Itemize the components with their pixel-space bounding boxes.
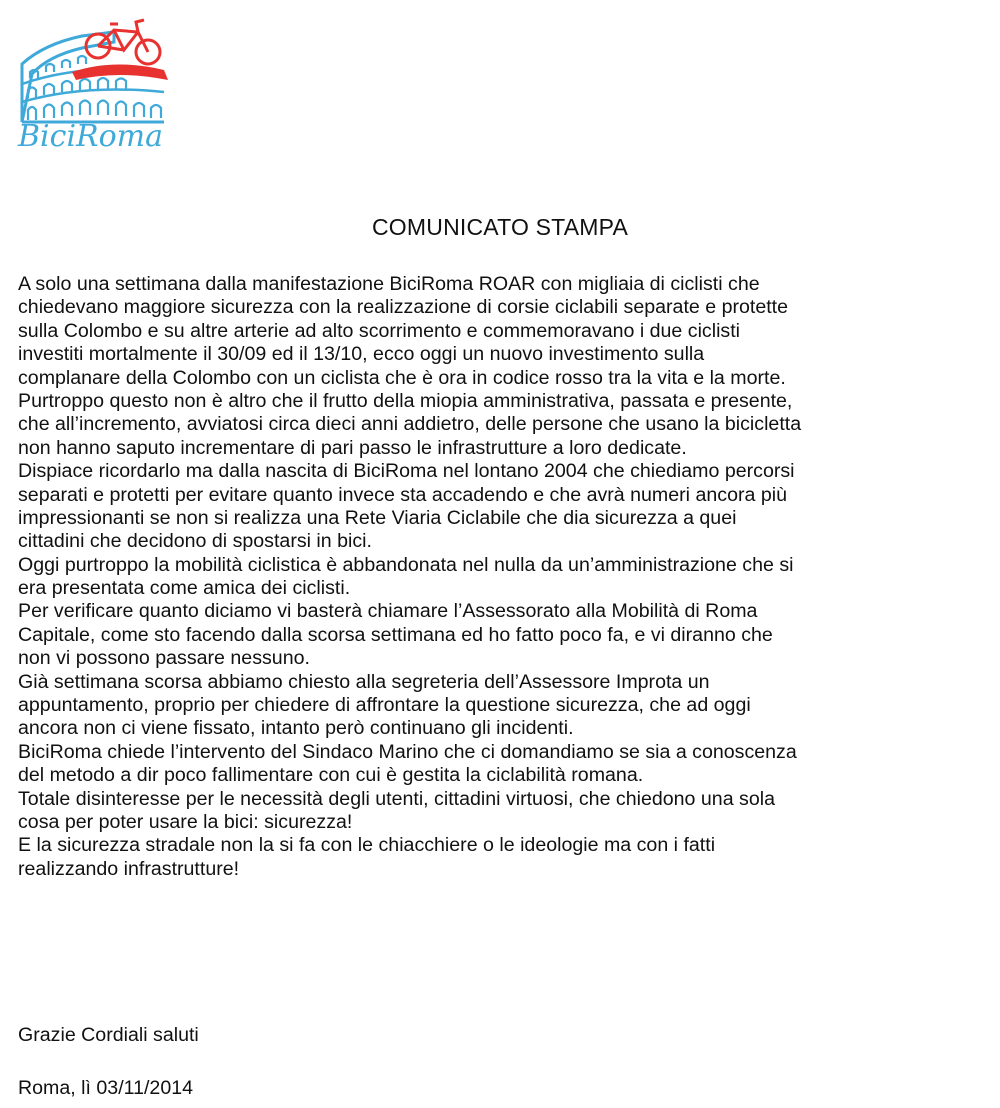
body-line: A solo una settimana dalla manifestazione BiciRoma ROAR con migliaia di ciclisti che xyxy=(18,273,760,295)
body-line: era presentata come amica dei ciclisti. xyxy=(18,577,351,600)
closing-salutation: Grazie Cordiali saluti xyxy=(18,1024,199,1046)
body-line: sulla Colombo e su altre arterie ad alto scorrimento e commemoravano i due ciclisti xyxy=(18,319,741,342)
body-line: E la sicurezza stradale non la si fa con le chiacchiere o le ideologie ma con i fatti xyxy=(18,834,716,857)
body-line: Totale disinteresse per le necessità degli utenti, cittadini virtuosi, che chiedono una sola xyxy=(18,787,775,810)
page-title: COMUNICATO STAMPA xyxy=(372,214,628,240)
colosseum-bike-icon xyxy=(14,14,184,156)
body-line: realizzando infrastrutture! xyxy=(18,857,240,880)
body-line: non vi possono passare nessuno. xyxy=(18,647,310,670)
place-and-date: Roma, lì 03/11/2014 xyxy=(18,1077,194,1099)
body-line: impressionanti se non si realizza una Rete Viaria Ciclabile che dia sicurezza a quei xyxy=(18,506,737,529)
body-line: Già settimana scorsa abbiamo chiesto alla segreteria dell’Assessore Improta un xyxy=(18,670,710,693)
body-line: BiciRoma chiede l’intervento del Sindaco Marino che ci domandiamo se sia a conoscenza xyxy=(18,740,797,763)
body-line: cittadini che decidono di spostarsi in bici. xyxy=(18,530,372,553)
body-line: chiedevano maggiore sicurezza con la realizzazione di corsie ciclabili separate e protette xyxy=(18,296,789,319)
body-line: non hanno saputo incrementare di pari passo le infrastrutture a loro dedicate. xyxy=(18,436,687,459)
body-line: separati e protetti per evitare quanto invece sta accadendo e che avrà numeri ancora più xyxy=(18,483,787,506)
body-line: ancora non ci viene fissato, intanto però continuano gli incidenti. xyxy=(18,717,574,740)
body-line: che all’incremento, avviatosi circa dieci anni addietro, delle persone che usano la bicicletta xyxy=(18,413,802,436)
body-line: Purtroppo questo non è altro che il frutto della miopia amministrativa, passata e presente, xyxy=(18,389,793,412)
biciroma-logo xyxy=(14,14,184,156)
body-line: Oggi purtroppo la mobilità ciclistica è abbandonata nel nulla da un’amministrazione che si xyxy=(18,553,794,576)
body-line: investiti mortalmente il 30/09 ed il 13/10, ecco oggi un nuovo investimento sulla xyxy=(18,343,705,366)
press-release-body xyxy=(18,273,993,881)
body-line: Dispiace ricordarlo ma dalla nascita di BiciRoma nel lontano 2004 che chiediamo percorsi xyxy=(18,460,795,483)
body-line: Capitale, come sto facendo dalla scorsa settimana ed ho fatto poco fa, e vi diranno che xyxy=(18,623,773,646)
body-line: cosa per poter usare la bici: sicurezza! xyxy=(18,810,353,833)
body-line: Per verificare quanto diciamo vi basterà chiamare l’Assessorato alla Mobilità di Roma xyxy=(18,600,758,623)
svg-text:BiciRoma: BiciRoma xyxy=(18,119,164,154)
body-line: complanare della Colombo con un ciclista che è ora in codice rosso tra la vita e la morte. xyxy=(18,366,786,389)
body-line: del metodo a dir poco fallimentare con cui è gestita la ciclabilità romana. xyxy=(18,764,644,787)
body-line: appuntamento, proprio per chiedere di affrontare la questione sicurezza, che ad oggi xyxy=(18,694,751,717)
